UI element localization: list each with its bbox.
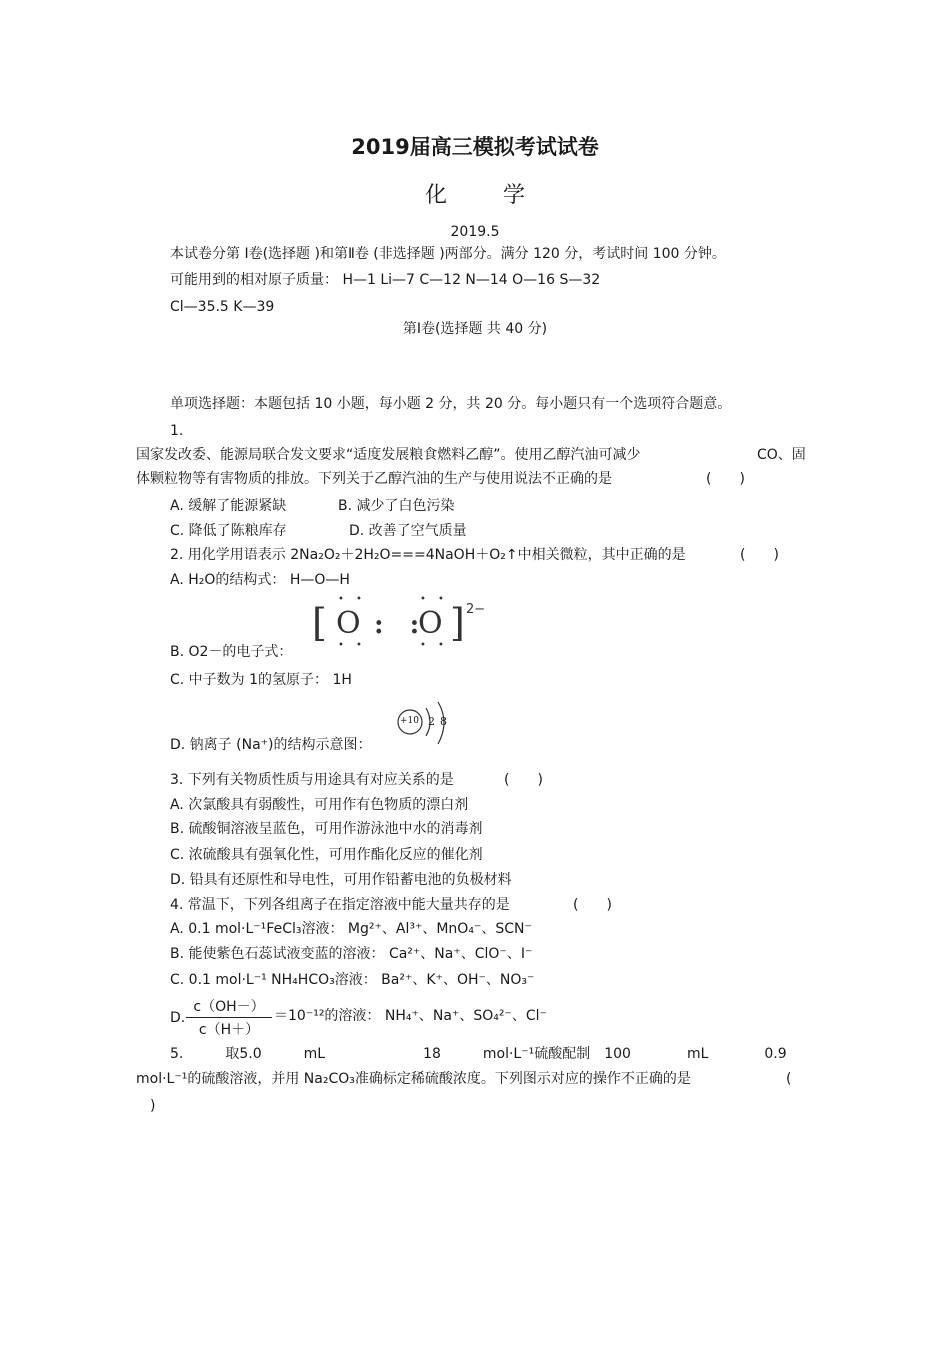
ion-charge: 2− — [466, 602, 486, 617]
q1-option-b: B. 减少了白色污染 — [338, 498, 455, 514]
shared-electron-pairs: : : — [374, 610, 420, 640]
q4-option-b: B. 能使紫色石蕊试液变蓝的溶液： Ca²⁺、Na⁺、ClO⁻、I⁻ — [170, 946, 533, 962]
lone-pair-dots-bottom-2b: • — [438, 640, 444, 651]
peroxide-electron-formula — [312, 594, 502, 654]
q1-option-d: D. 改善了空气质量 — [349, 523, 467, 539]
lone-pair-dots-top-1: • — [338, 594, 354, 605]
left-bracket: [ — [312, 601, 327, 645]
q5-line-1: 5. 取5.0 mL 18 mol·L⁻¹硫酸配制 100 mL 0.9 — [170, 1046, 787, 1062]
sodium-ion-structure-diagram — [396, 700, 456, 750]
q1-stem-tail: CO、固 — [757, 447, 806, 463]
intro-line-3: Cl—35.5 K—39 — [170, 299, 275, 315]
right-bracket: ] — [450, 601, 465, 645]
q4-stem: 4. 常温下，下列各组离子在指定溶液中能大量共存的是 — [170, 897, 510, 913]
lone-pair-dots-top-1b: • — [356, 594, 362, 605]
q2-option-c: C. 中子数为 1的氢原子： 1H — [170, 672, 352, 688]
q4-option-d-label: D. — [170, 1010, 186, 1026]
q2-answer-paren: ( ) — [740, 547, 779, 563]
subject-title: 化学 — [424, 183, 581, 208]
q3-option-a: A. 次氯酸具有弱酸性，可用作有色物质的漂白剂 — [170, 797, 469, 813]
lone-pair-dots-bottom-2: • — [420, 640, 426, 651]
q1-stem-line-1: 国家发改委、能源局联合发文要求“适度发展粮食燃料乙醇”。使用乙醇汽油可减少 — [136, 447, 641, 463]
shell-1-electrons: 2 — [428, 715, 435, 728]
lone-pair-dots-top-2: • — [420, 594, 426, 605]
q4-answer-paren: ( ) — [573, 897, 612, 913]
q5-line-2: mol·L⁻¹的硫酸溶液，并用 Na₂CO₃准确标定稀硫酸浓度。下列图示对应的操作不正确的是 — [136, 1071, 691, 1087]
shell-2-electrons: 8 — [440, 715, 447, 728]
q2-stem: 2. 用化学用语表示 2Na₂O₂＋2H₂O===4NaOH＋O₂↑中相关微粒，其中正确的是 — [170, 547, 686, 563]
intro-line-2: 可能用到的相对原子质量： H—1 Li—7 C—12 N—14 O—16 S—32 — [170, 272, 601, 288]
exam-date: 2019.5 — [450, 224, 500, 240]
q3-option-b: B. 硫酸铜溶液呈蓝色，可用作游泳池中水的消毒剂 — [170, 821, 483, 837]
q3-answer-paren: ( ) — [504, 772, 543, 788]
section-instruction: 单项选择题：本题包括 10 小题，每小题 2 分，共 20 分。每小题只有一个选项符合题意。 — [170, 396, 732, 412]
oxygen-atom-2: O — [418, 606, 443, 641]
q5-paren-open: ( — [786, 1071, 792, 1087]
q4-option-d-rest: ＝10⁻¹²的溶液： NH₄⁺、Na⁺、SO₄²⁻、Cl⁻ — [274, 1008, 547, 1024]
fraction-numerator: c（OH－） — [193, 999, 265, 1015]
exam-title: 2019届高三模拟考试试卷 — [351, 135, 599, 159]
q1-number: 1. — [170, 423, 184, 439]
q2-option-d: D. 钠离子 (Na⁺)的结构示意图： — [170, 737, 372, 753]
q1-option-c: C. 降低了陈粮库存 — [170, 523, 287, 539]
intro-line-1: 本试卷分第 Ⅰ卷(选择题 )和第Ⅱ卷 (非选择题 )两部分。满分 120 分，考试时间 100 分钟。 — [170, 246, 726, 262]
q3-stem: 3. 下列有关物质性质与用途具有对应关系的是 — [170, 772, 454, 788]
oxygen-atom-1: O — [336, 606, 361, 641]
fraction-bar — [186, 1017, 272, 1018]
q1-option-a: A. 缓解了能源紧缺 — [170, 498, 287, 514]
lone-pair-dots-top-2b: • — [438, 594, 444, 605]
nucleus-charge: +10 — [400, 716, 419, 726]
section-title: 第Ⅰ卷(选择题 共 40 分) — [402, 321, 548, 337]
q2-option-a: A. H₂O的结构式： H—O—H — [170, 572, 350, 588]
lone-pair-dots-bottom-1b: • — [356, 640, 362, 651]
q4-option-d-fraction — [186, 996, 272, 1039]
fraction-denominator: c（H＋） — [198, 1022, 260, 1038]
lone-pair-dots-bottom-1: • — [338, 640, 344, 651]
q4-option-c: C. 0.1 mol·L⁻¹ NH₄HCO₃溶液： Ba²⁺、K⁺、OH⁻、NO₃⁻ — [170, 972, 535, 988]
q3-option-c: C. 浓硫酸具有强氧化性，可用作酯化反应的催化剂 — [170, 847, 483, 863]
q5-paren-close: ) — [150, 1098, 156, 1114]
q2-option-b: B. O2－的电子式： — [170, 644, 293, 660]
q4-option-a: A. 0.1 mol·L⁻¹FeCl₃溶液： Mg²⁺、Al³⁺、MnO₄⁻、SCN⁻ — [170, 921, 532, 937]
q3-option-d: D. 铅具有还原性和导电性，可用作铅蓄电池的负极材料 — [170, 872, 512, 888]
q1-answer-paren: ( ) — [706, 471, 745, 487]
q1-stem-line-2: 体颗粒物等有害物质的排放。下列关于乙醇汽油的生产与使用说法不正确的是 — [136, 471, 612, 487]
